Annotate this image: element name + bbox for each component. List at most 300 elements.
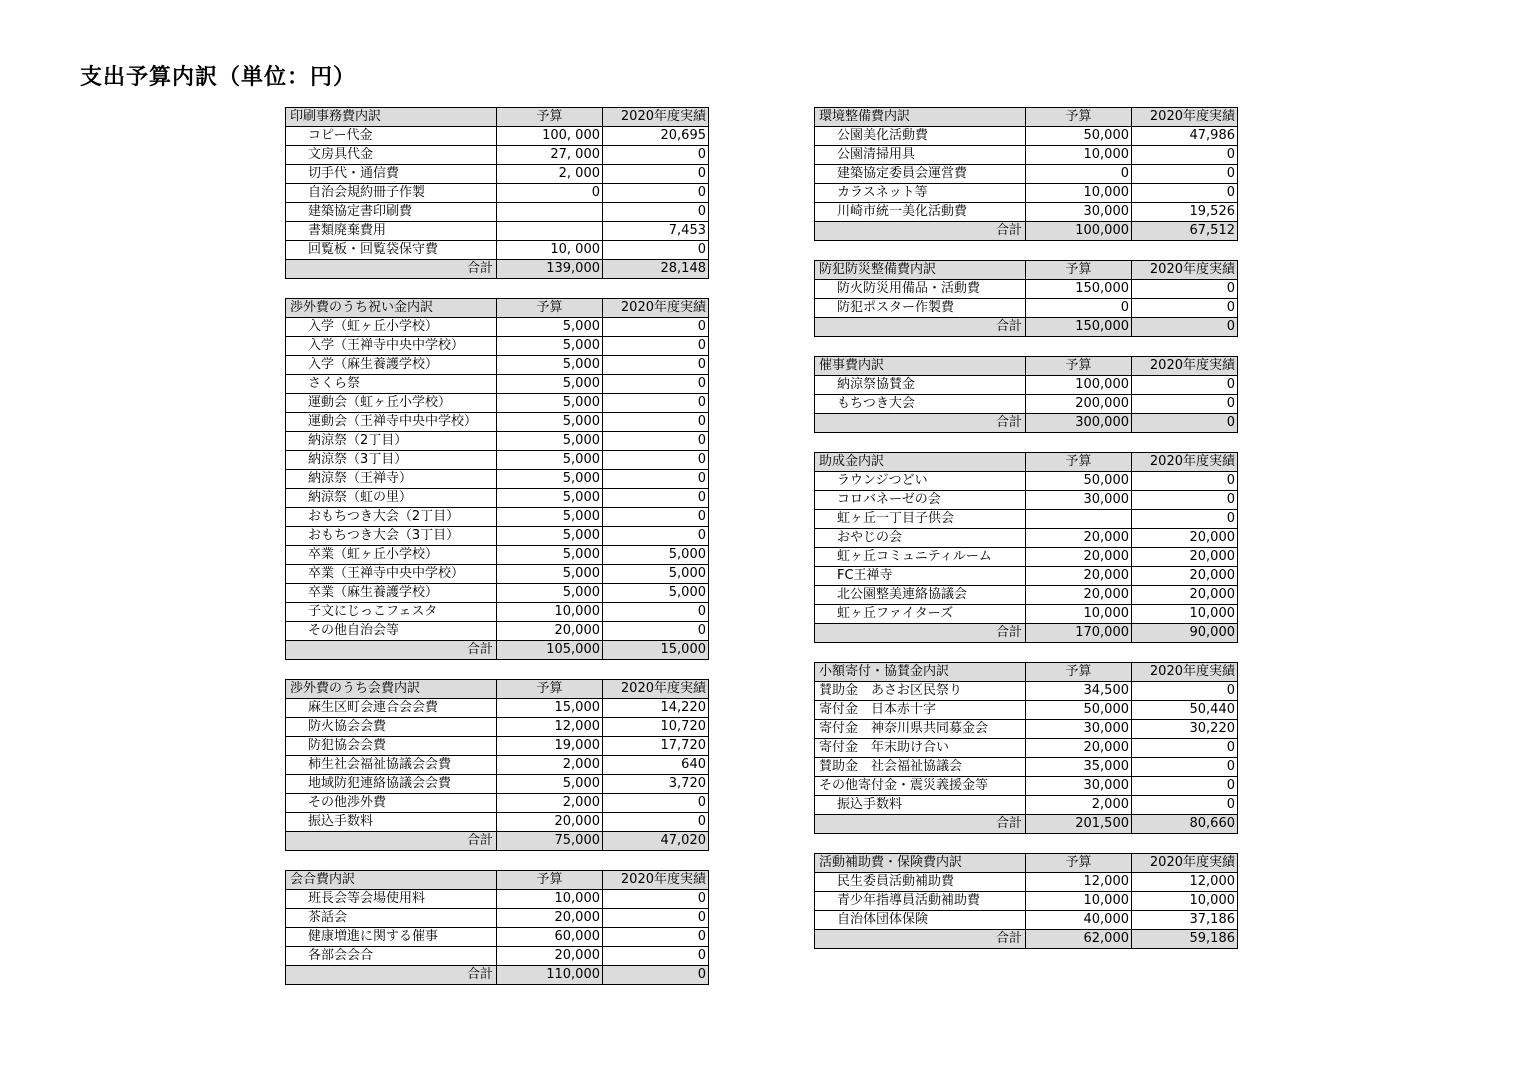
- item-name: 振込手数料: [815, 796, 1026, 815]
- table-title: 印刷事務費内訳: [286, 108, 497, 127]
- total-row: [286, 966, 709, 985]
- actual-value: 0: [603, 146, 709, 165]
- actual-value: 0: [1132, 165, 1238, 184]
- table-row: [815, 146, 1238, 165]
- actual-value: 12,000: [1132, 873, 1238, 892]
- actual-header: 2020年度実績: [603, 108, 709, 127]
- total-actual: 47,020: [603, 832, 709, 851]
- actual-value: 0: [1132, 491, 1238, 510]
- budget-header: 予算: [1026, 357, 1132, 376]
- table-row: [286, 222, 709, 241]
- budget-value: 150,000: [1026, 280, 1132, 299]
- item-name: 防火防災用備品・活動費: [815, 280, 1026, 299]
- item-name: 納涼祭協賛金: [815, 376, 1026, 395]
- table-row: [815, 165, 1238, 184]
- budget-table: [285, 870, 709, 985]
- total-actual: 80,660: [1132, 815, 1238, 834]
- table-header-row: [815, 663, 1238, 682]
- item-name: 納涼祭（王禅寺）: [286, 470, 497, 489]
- actual-value: 0: [603, 432, 709, 451]
- budget-value: 30,000: [1026, 203, 1132, 222]
- item-name: 虹ヶ丘ファイターズ: [815, 605, 1026, 624]
- table-row: [286, 241, 709, 260]
- actual-value: 20,000: [1132, 529, 1238, 548]
- item-name: 防火協会会費: [286, 718, 497, 737]
- total-actual: 0: [1132, 318, 1238, 337]
- table-header-row: [286, 108, 709, 127]
- table-header-row: [286, 299, 709, 318]
- budget-value: 10,000: [497, 890, 603, 909]
- total-actual: 67,512: [1132, 222, 1238, 241]
- table-title: 防犯防災整備費内訳: [815, 261, 1026, 280]
- total-budget: 75,000: [497, 832, 603, 851]
- table-row: [815, 472, 1238, 491]
- total-budget: 110,000: [497, 966, 603, 985]
- table-row: [286, 928, 709, 947]
- actual-value: 0: [603, 356, 709, 375]
- actual-value: 0: [1132, 280, 1238, 299]
- item-name: 寄付金 年末助け合い: [815, 739, 1026, 758]
- budget-value: 5,000: [497, 413, 603, 432]
- actual-value: 0: [603, 318, 709, 337]
- actual-value: 30,220: [1132, 720, 1238, 739]
- table-row: [815, 739, 1238, 758]
- budget-value: 20,000: [497, 947, 603, 966]
- total-label: 合計: [815, 815, 1026, 834]
- budget-value: 20,000: [1026, 567, 1132, 586]
- actual-value: 0: [1132, 299, 1238, 318]
- actual-value: 20,000: [1132, 548, 1238, 567]
- budget-table: [814, 662, 1238, 834]
- table-row: [815, 682, 1238, 701]
- budget-value: 2,000: [497, 794, 603, 813]
- actual-value: 0: [603, 394, 709, 413]
- table-row: [286, 375, 709, 394]
- total-label: 合計: [815, 930, 1026, 949]
- actual-value: 0: [1132, 777, 1238, 796]
- table-row: [286, 184, 709, 203]
- table-row: [815, 586, 1238, 605]
- item-name: 柿生社会福祉協議会会費: [286, 756, 497, 775]
- table-row: [815, 873, 1238, 892]
- item-name: 書類廃棄費用: [286, 222, 497, 241]
- actual-header: 2020年度実績: [603, 680, 709, 699]
- budget-value: 10,000: [1026, 146, 1132, 165]
- budget-value: 35,000: [1026, 758, 1132, 777]
- item-name: カラスネット等: [815, 184, 1026, 203]
- budget-value: 100,000: [1026, 376, 1132, 395]
- actual-value: 47,986: [1132, 127, 1238, 146]
- table-row: [286, 394, 709, 413]
- total-actual: 90,000: [1132, 624, 1238, 643]
- budget-value: 10,000: [1026, 184, 1132, 203]
- item-name: 卒業（王禅寺中央中学校）: [286, 565, 497, 584]
- item-name: 建築協定委員会運営費: [815, 165, 1026, 184]
- total-row: [815, 815, 1238, 834]
- budget-value: 5,000: [497, 356, 603, 375]
- total-label: 合計: [286, 832, 497, 851]
- budget-value: 34,500: [1026, 682, 1132, 701]
- table-title: 活動補助費・保険費内訳: [815, 854, 1026, 873]
- table-row: [815, 376, 1238, 395]
- item-name: 子文にじっこフェスタ: [286, 603, 497, 622]
- table-row: [286, 203, 709, 222]
- table-row: [815, 529, 1238, 548]
- actual-value: 0: [603, 184, 709, 203]
- item-name: 卒業（虹ヶ丘小学校）: [286, 546, 497, 565]
- item-name: 寄付金 日本赤十字: [815, 701, 1026, 720]
- item-name: 虹ヶ丘一丁目子供会: [815, 510, 1026, 529]
- item-name: 班長会等会場使用料: [286, 890, 497, 909]
- item-name: 納涼祭（2丁目）: [286, 432, 497, 451]
- item-name: 運動会（虹ヶ丘小学校）: [286, 394, 497, 413]
- budget-value: 10,000: [1026, 605, 1132, 624]
- actual-value: 0: [603, 527, 709, 546]
- actual-value: 0: [1132, 376, 1238, 395]
- actual-value: 0: [1132, 758, 1238, 777]
- budget-value: 60,000: [497, 928, 603, 947]
- table-row: [286, 546, 709, 565]
- actual-value: 0: [603, 241, 709, 260]
- total-actual: 15,000: [603, 641, 709, 660]
- budget-value: 5,000: [497, 527, 603, 546]
- actual-value: 5,000: [603, 584, 709, 603]
- item-name: コロバネーゼの会: [815, 491, 1026, 510]
- item-name: 健康増進に関する催事: [286, 928, 497, 947]
- actual-value: 0: [1132, 682, 1238, 701]
- total-label: 合計: [815, 222, 1026, 241]
- item-name: 賛助金 社会福祉協議会: [815, 758, 1026, 777]
- budget-table: [814, 356, 1238, 433]
- actual-value: 19,526: [1132, 203, 1238, 222]
- budget-value: 40,000: [1026, 911, 1132, 930]
- budget-value: 50,000: [1026, 701, 1132, 720]
- budget-header: 予算: [1026, 663, 1132, 682]
- total-actual: 28,148: [603, 260, 709, 279]
- total-budget: 201,500: [1026, 815, 1132, 834]
- budget-table: [814, 853, 1238, 949]
- item-name: ラウンジつどい: [815, 472, 1026, 491]
- budget-value: 5,000: [497, 489, 603, 508]
- item-name: 入学（王禅寺中央中学校）: [286, 337, 497, 356]
- item-name: 建築協定書印刷費: [286, 203, 497, 222]
- table-row: [815, 911, 1238, 930]
- item-name: おやじの会: [815, 529, 1026, 548]
- budget-value: 30,000: [1026, 777, 1132, 796]
- budget-value: 20,000: [497, 622, 603, 641]
- actual-value: 17,720: [603, 737, 709, 756]
- table-header-row: [815, 854, 1238, 873]
- table-header-row: [815, 261, 1238, 280]
- budget-value: 30,000: [1026, 491, 1132, 510]
- table-row: [286, 489, 709, 508]
- table-title: 会合費内訳: [286, 871, 497, 890]
- budget-value: 5,000: [497, 565, 603, 584]
- left-column: [285, 107, 709, 985]
- table-row: [286, 508, 709, 527]
- total-budget: 100,000: [1026, 222, 1132, 241]
- table-row: [286, 356, 709, 375]
- actual-value: 0: [603, 890, 709, 909]
- actual-value: 0: [603, 451, 709, 470]
- table-title: 渉外費のうち祝い金内訳: [286, 299, 497, 318]
- budget-value: 5,000: [497, 775, 603, 794]
- table-row: [815, 127, 1238, 146]
- budget-value: 5,000: [497, 508, 603, 527]
- table-title: 小額寄付・協賛金内訳: [815, 663, 1026, 682]
- table-row: [286, 165, 709, 184]
- item-name: 麻生区町会連合会会費: [286, 699, 497, 718]
- actual-value: 0: [603, 909, 709, 928]
- actual-value: 0: [603, 508, 709, 527]
- actual-header: 2020年度実績: [1132, 261, 1238, 280]
- table-row: [815, 280, 1238, 299]
- table-row: [815, 758, 1238, 777]
- table-row: [286, 699, 709, 718]
- table-row: [286, 737, 709, 756]
- budget-value: 20,000: [1026, 529, 1132, 548]
- budget-header: 予算: [497, 299, 603, 318]
- budget-value: 100, 000: [497, 127, 603, 146]
- page-title: 支出予算内訳（単位：円）: [80, 65, 357, 90]
- table-row: [286, 127, 709, 146]
- table-row: [286, 470, 709, 489]
- budget-header: 予算: [1026, 453, 1132, 472]
- budget-value: 2,000: [497, 756, 603, 775]
- total-label: 合計: [286, 641, 497, 660]
- table-row: [286, 718, 709, 737]
- actual-value: 37,186: [1132, 911, 1238, 930]
- table-row: [815, 203, 1238, 222]
- table-row: [286, 813, 709, 832]
- table-header-row: [286, 871, 709, 890]
- budget-value: 12,000: [1026, 873, 1132, 892]
- budget-value: 5,000: [497, 375, 603, 394]
- right-column: [814, 107, 1238, 949]
- budget-table: [814, 107, 1238, 241]
- table-row: [815, 510, 1238, 529]
- table-row: [286, 584, 709, 603]
- table-row: [286, 432, 709, 451]
- actual-value: 3,720: [603, 775, 709, 794]
- item-name: その他渉外費: [286, 794, 497, 813]
- item-name: 公園清掃用具: [815, 146, 1026, 165]
- total-actual: 59,186: [1132, 930, 1238, 949]
- total-label: 合計: [815, 414, 1026, 433]
- table-row: [286, 909, 709, 928]
- table-header-row: [815, 108, 1238, 127]
- budget-header: 予算: [1026, 261, 1132, 280]
- budget-header: 予算: [497, 871, 603, 890]
- item-name: 北公園整美連絡協議会: [815, 586, 1026, 605]
- item-name: 虹ヶ丘コミュニティルーム: [815, 548, 1026, 567]
- item-name: 川崎市統一美化活動費: [815, 203, 1026, 222]
- table-row: [815, 299, 1238, 318]
- actual-value: 10,720: [603, 718, 709, 737]
- item-name: 防犯ポスター作製費: [815, 299, 1026, 318]
- budget-value: 20,000: [1026, 739, 1132, 758]
- budget-value: 30,000: [1026, 720, 1132, 739]
- table-row: [286, 775, 709, 794]
- table-row: [286, 622, 709, 641]
- table-row: [286, 318, 709, 337]
- budget-value: 20,000: [1026, 548, 1132, 567]
- item-name: 入学（虹ヶ丘小学校）: [286, 318, 497, 337]
- table-row: [286, 947, 709, 966]
- actual-value: 20,000: [1132, 586, 1238, 605]
- total-row: [815, 414, 1238, 433]
- actual-value: 0: [1132, 510, 1238, 529]
- total-budget: 139,000: [497, 260, 603, 279]
- item-name: おもちつき大会（3丁目）: [286, 527, 497, 546]
- budget-value: 2,000: [1026, 796, 1132, 815]
- budget-value: [497, 222, 603, 241]
- budget-value: 27, 000: [497, 146, 603, 165]
- actual-value: 5,000: [603, 565, 709, 584]
- budget-value: 5,000: [497, 337, 603, 356]
- item-name: もちつき大会: [815, 395, 1026, 414]
- budget-value: 20,000: [497, 909, 603, 928]
- item-name: FC王禅寺: [815, 567, 1026, 586]
- item-name: 切手代・通信費: [286, 165, 497, 184]
- item-name: さくら祭: [286, 375, 497, 394]
- total-label: 合計: [815, 624, 1026, 643]
- total-actual: 0: [603, 966, 709, 985]
- item-name: 納涼祭（3丁目）: [286, 451, 497, 470]
- budget-value: 200,000: [1026, 395, 1132, 414]
- actual-value: 5,000: [603, 546, 709, 565]
- table-header-row: [815, 357, 1238, 376]
- item-name: 自治体団体保険: [815, 911, 1026, 930]
- budget-header: 予算: [497, 680, 603, 699]
- budget-header: 予算: [1026, 108, 1132, 127]
- table-row: [286, 146, 709, 165]
- actual-value: 0: [603, 928, 709, 947]
- total-label: 合計: [286, 260, 497, 279]
- total-row: [815, 222, 1238, 241]
- actual-value: 0: [603, 603, 709, 622]
- budget-table: [285, 298, 709, 660]
- actual-header: 2020年度実績: [603, 299, 709, 318]
- actual-value: 0: [603, 813, 709, 832]
- table-header-row: [815, 453, 1238, 472]
- budget-value: 0: [1026, 165, 1132, 184]
- budget-value: 2, 000: [497, 165, 603, 184]
- item-name: 文房具代金: [286, 146, 497, 165]
- table-row: [286, 527, 709, 546]
- budget-value: 5,000: [497, 584, 603, 603]
- actual-value: 0: [603, 794, 709, 813]
- item-name: 自治会規約冊子作製: [286, 184, 497, 203]
- actual-value: 0: [1132, 796, 1238, 815]
- actual-header: 2020年度実績: [1132, 663, 1238, 682]
- actual-value: 10,000: [1132, 605, 1238, 624]
- table-row: [286, 565, 709, 584]
- budget-value: 10, 000: [497, 241, 603, 260]
- item-name: 回覧板・回覧袋保守費: [286, 241, 497, 260]
- actual-value: 20,695: [603, 127, 709, 146]
- table-row: [815, 720, 1238, 739]
- budget-value: 5,000: [497, 432, 603, 451]
- table-title: 催事費内訳: [815, 357, 1026, 376]
- budget-value: 12,000: [497, 718, 603, 737]
- total-budget: 150,000: [1026, 318, 1132, 337]
- actual-value: 10,000: [1132, 892, 1238, 911]
- total-row: [286, 832, 709, 851]
- table-row: [815, 605, 1238, 624]
- item-name: 地域防犯連絡協議会会費: [286, 775, 497, 794]
- table-row: [286, 756, 709, 775]
- budget-header: 予算: [1026, 854, 1132, 873]
- table-title: 環境整備費内訳: [815, 108, 1026, 127]
- total-label: 合計: [815, 318, 1026, 337]
- item-name: 防犯協会会費: [286, 737, 497, 756]
- budget-table: [814, 260, 1238, 337]
- budget-value: 10,000: [497, 603, 603, 622]
- actual-value: 0: [603, 203, 709, 222]
- table-row: [815, 184, 1238, 203]
- item-name: 茶話会: [286, 909, 497, 928]
- budget-header: 予算: [497, 108, 603, 127]
- table-row: [286, 337, 709, 356]
- item-name: 公園美化活動費: [815, 127, 1026, 146]
- table-row: [815, 548, 1238, 567]
- actual-value: 7,453: [603, 222, 709, 241]
- item-name: 青少年指導員活動補助費: [815, 892, 1026, 911]
- actual-value: 0: [603, 622, 709, 641]
- budget-value: 5,000: [497, 470, 603, 489]
- actual-value: 0: [603, 413, 709, 432]
- budget-value: [1026, 510, 1132, 529]
- actual-header: 2020年度実績: [603, 871, 709, 890]
- budget-value: 50,000: [1026, 127, 1132, 146]
- budget-value: 5,000: [497, 546, 603, 565]
- budget-table: [814, 452, 1238, 643]
- total-budget: 105,000: [497, 641, 603, 660]
- item-name: 賛助金 あさお区民祭り: [815, 682, 1026, 701]
- item-name: 入学（麻生養護学校）: [286, 356, 497, 375]
- budget-value: 50,000: [1026, 472, 1132, 491]
- item-name: おもちつき大会（2丁目）: [286, 508, 497, 527]
- actual-value: 0: [1132, 472, 1238, 491]
- table-row: [815, 777, 1238, 796]
- item-name: 各部会会合: [286, 947, 497, 966]
- budget-value: 19,000: [497, 737, 603, 756]
- total-row: [286, 641, 709, 660]
- budget-value: 0: [1026, 299, 1132, 318]
- item-name: コピー代金: [286, 127, 497, 146]
- actual-value: 0: [603, 375, 709, 394]
- table-row: [815, 701, 1238, 720]
- total-actual: 0: [1132, 414, 1238, 433]
- actual-value: 640: [603, 756, 709, 775]
- total-label: 合計: [286, 966, 497, 985]
- actual-value: 0: [1132, 395, 1238, 414]
- actual-header: 2020年度実績: [1132, 854, 1238, 873]
- total-budget: 62,000: [1026, 930, 1132, 949]
- actual-header: 2020年度実績: [1132, 357, 1238, 376]
- item-name: 振込手数料: [286, 813, 497, 832]
- actual-value: 50,440: [1132, 701, 1238, 720]
- budget-value: 5,000: [497, 318, 603, 337]
- budget-value: 20,000: [1026, 586, 1132, 605]
- total-row: [815, 930, 1238, 949]
- table-row: [286, 890, 709, 909]
- actual-value: 0: [1132, 184, 1238, 203]
- total-row: [286, 260, 709, 279]
- item-name: その他自治会等: [286, 622, 497, 641]
- table-row: [815, 796, 1238, 815]
